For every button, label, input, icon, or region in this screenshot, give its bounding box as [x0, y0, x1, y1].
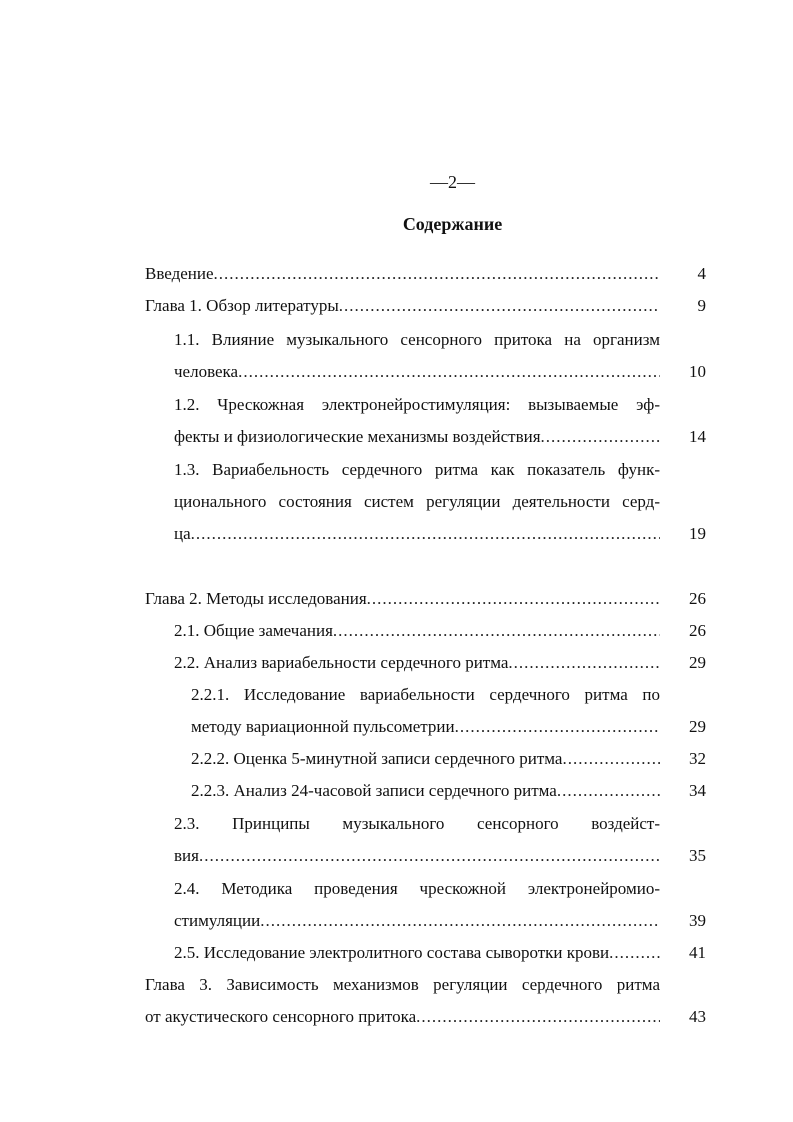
- page-number: —2—: [430, 172, 475, 192]
- toc-page-2-3: 35: [689, 846, 706, 865]
- toc-page-chapter-2: 26: [689, 589, 706, 608]
- toc-entry-1-1-line2: человека .....: [174, 356, 660, 388]
- toc-entry-2-1: 2.1. Общие замечания .....: [174, 615, 660, 647]
- toc-entry-2-4-line1: 2.4. Методика проведения чрескожной электронейромио-: [174, 879, 660, 898]
- toc-entry-chapter-1: Глава 1. Обзор литературы .....: [145, 290, 660, 322]
- toc-page-2-5: 41: [689, 943, 706, 962]
- toc-entry-1-2-line1: 1.2. Чрескожная электронейростимуляция: вызываемые эф-: [174, 395, 660, 414]
- toc-entry-1-3-line3: ца .....: [174, 518, 660, 550]
- toc-page-chapter-3: 43: [689, 1007, 706, 1026]
- toc-page-intro: 4: [697, 264, 706, 283]
- toc-entry-chapter-3-line2: от акустического сенсорного притока .....: [145, 1001, 660, 1033]
- toc-page-2-2-2: 32: [689, 749, 706, 768]
- toc-page-1-3: 19: [689, 524, 706, 543]
- toc-entry-2-4-line2: стимуляции .....: [174, 905, 660, 937]
- toc-entry-2-2-1-line2: методу вариационной пульсометрии .....: [191, 711, 660, 743]
- toc-page-2-4: 39: [689, 911, 706, 930]
- toc-page-2-2: 29: [689, 653, 706, 672]
- toc-page-2-1: 26: [689, 621, 706, 640]
- toc-entry-intro: Введение .....: [145, 258, 660, 290]
- toc-page-chapter-1: 9: [697, 296, 706, 315]
- toc-page-1-2: 14: [689, 427, 706, 446]
- toc-entry-2-2-1-line1: 2.2.1. Исследование вариабельности сердечного ритма по: [191, 685, 660, 704]
- toc-entry-1-3-line1: 1.3. Вариабельность сердечного ритма как показатель функ-: [174, 460, 660, 479]
- toc-entry-chapter-2: Глава 2. Методы исследования .....: [145, 583, 660, 615]
- toc-entry-2-3-line2: вия .....: [174, 840, 660, 872]
- toc-entry-2-5: 2.5. Исследование электролитного состава сыворотки крови .....: [174, 937, 660, 969]
- toc-page-2-2-1: 29: [689, 717, 706, 736]
- toc-entry-2-2-2: 2.2.2. Оценка 5-минутной записи сердечного ритма .....: [191, 743, 660, 775]
- toc-entry-2-2: 2.2. Анализ вариабельности сердечного ритма .....: [174, 647, 660, 679]
- toc-page-2-2-3: 34: [689, 781, 706, 800]
- toc-page-1-1: 10: [689, 362, 706, 381]
- toc-entry-2-3-line1: 2.3. Принципы музыкального сенсорного воздейст-: [174, 814, 660, 833]
- toc-entry-1-2-line2: фекты и физиологические механизмы воздействия .....: [174, 421, 660, 453]
- toc-entry-1-3-line2: ционального состояния систем регуляции деятельности серд-: [174, 492, 660, 511]
- toc-title: Содержание: [402, 214, 503, 234]
- toc-entry-1-1-line1: 1.1. Влияние музыкального сенсорного притока на организм: [174, 330, 660, 349]
- toc-entry-2-2-3: 2.2.3. Анализ 24-часовой записи сердечного ритма .....: [191, 775, 660, 807]
- toc-entry-chapter-3-line1: Глава 3. Зависимость механизмов регуляции сердечного ритма: [145, 975, 660, 994]
